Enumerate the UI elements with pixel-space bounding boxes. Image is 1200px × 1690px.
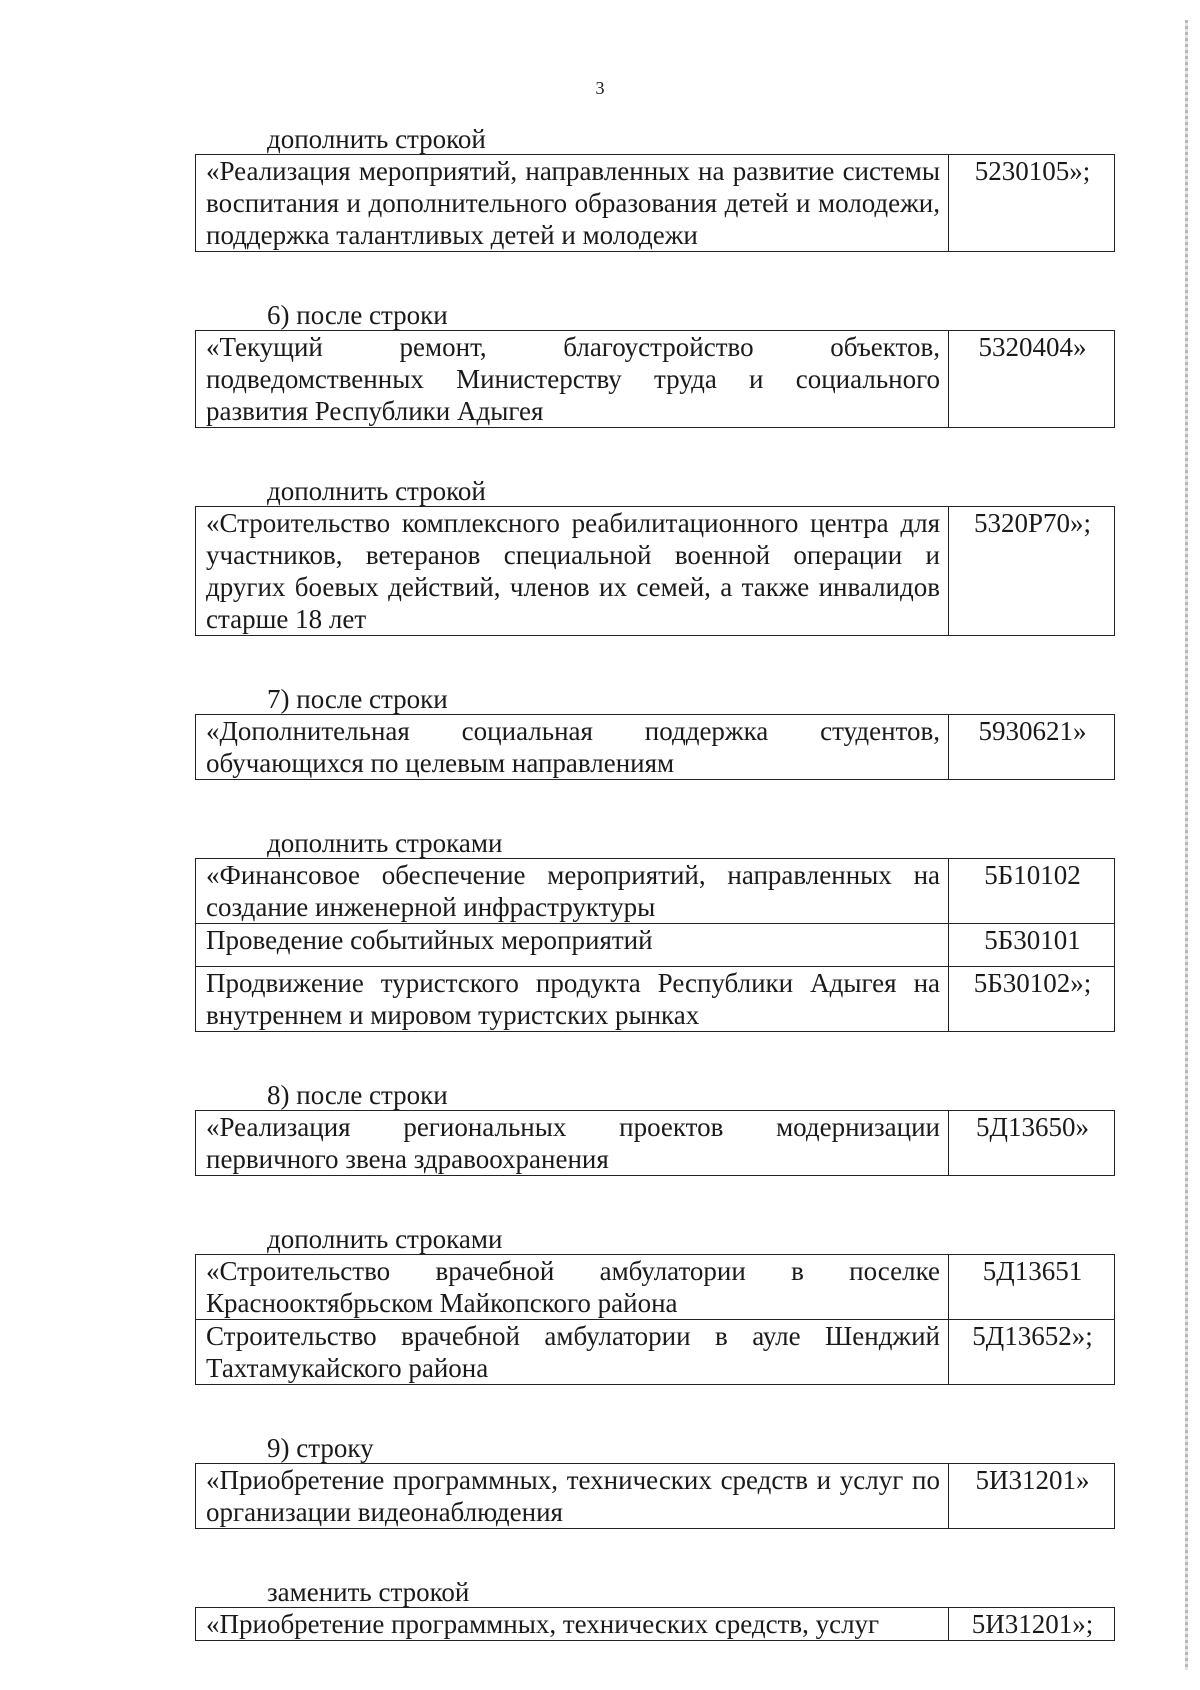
document-body	[195, 124, 1115, 1689]
amendment-block	[195, 828, 1115, 1032]
table-row	[196, 155, 1115, 252]
amendment-block	[195, 300, 1115, 428]
row-description: «Приобретение программных, технических средств и услуг по организации видеонаблюдения	[196, 1464, 949, 1529]
amendment-instruction: 6) после строки	[267, 300, 448, 330]
amendment-block	[195, 124, 1115, 252]
amendment-table	[195, 1607, 1115, 1641]
amendment-instruction: дополнить строками	[267, 1224, 503, 1254]
row-description: «Строительство комплексного реабилитационного центра для участников, ветеранов специальной военной операции и других боевых действий, членов их семей, а также инвалидов старше 18 лет	[196, 507, 949, 636]
row-code: 5320P70»;	[949, 507, 1115, 636]
amendment-block	[195, 684, 1115, 780]
row-code: 5И31201»	[949, 1464, 1115, 1529]
amendment-block	[195, 476, 1115, 636]
amendment-block	[195, 1433, 1115, 1529]
table-row	[196, 1320, 1115, 1385]
row-code: 5Б30101	[949, 924, 1115, 967]
amendment-block	[195, 1080, 1115, 1176]
row-description: «Реализация мероприятий, направленных на развитие системы воспитания и дополнительного образования детей и молодежи, поддержка талантливых детей и молодежи	[196, 155, 949, 252]
table-row	[196, 1464, 1115, 1529]
row-description: «Приобретение программных, технических средств, услуг	[196, 1608, 949, 1641]
row-code: 5Б30102»;	[949, 967, 1115, 1032]
amendment-instruction: заменить строкой	[267, 1577, 470, 1607]
amendment-instruction: дополнить строками	[267, 828, 503, 858]
row-code: 5320404»	[949, 331, 1115, 428]
amendment-block	[195, 1577, 1115, 1641]
table-row	[196, 924, 1115, 967]
table-row	[196, 331, 1115, 428]
amendment-block	[195, 1224, 1115, 1385]
row-description: «Дополнительная социальная поддержка студентов, обучающихся по целевым направлениям	[196, 715, 949, 780]
amendment-instruction: дополнить строкой	[267, 476, 486, 506]
amendment-table	[195, 154, 1115, 252]
row-description: «Строительство врачебной амбулатории в поселке Краснооктябрьском Майкопского района	[196, 1255, 949, 1320]
table-row	[196, 967, 1115, 1032]
amendment-instruction: 7) после строки	[267, 684, 448, 714]
row-code: 5Д13650»	[949, 1111, 1115, 1176]
amendment-table	[195, 858, 1115, 1032]
table-row	[196, 1608, 1115, 1641]
row-description: Проведение событийных мероприятий	[196, 924, 949, 967]
row-description: «Реализация региональных проектов модернизации первичного звена здравоохранения	[196, 1111, 949, 1176]
scan-edge-artifact	[1185, 20, 1188, 1670]
table-row	[196, 1111, 1115, 1176]
row-description: Продвижение туристского продукта Республики Адыгея на внутреннем и мировом туристских рынках	[196, 967, 949, 1032]
amendment-table	[195, 1463, 1115, 1529]
amendment-table	[195, 506, 1115, 636]
page-number: 3	[595, 78, 605, 98]
amendment-table	[195, 1110, 1115, 1176]
row-description: «Финансовое обеспечение мероприятий, направленных на создание инженерной инфраструктуры	[196, 859, 949, 924]
amendment-table	[195, 714, 1115, 780]
row-description: Строительство врачебной амбулатории в ауле Шенджий Тахтамукайского района	[196, 1320, 949, 1385]
table-row	[196, 1255, 1115, 1320]
table-row	[196, 859, 1115, 924]
row-code: 5230105»;	[949, 155, 1115, 252]
row-code: 5Д13651	[949, 1255, 1115, 1320]
table-row	[196, 507, 1115, 636]
row-code: 5930621»	[949, 715, 1115, 780]
amendment-instruction: 9) строку	[267, 1433, 374, 1463]
row-code: 5Б10102	[949, 859, 1115, 924]
amendment-instruction: 8) после строки	[267, 1080, 448, 1110]
amendment-instruction: дополнить строкой	[267, 124, 486, 154]
table-row	[196, 715, 1115, 780]
amendment-table	[195, 1254, 1115, 1385]
row-code: 5Д13652»;	[949, 1320, 1115, 1385]
row-description: «Текущий ремонт, благоустройство объектов, подведомственных Министерству труда и социального развития Республики Адыгея	[196, 331, 949, 428]
row-code: 5И31201»;	[949, 1608, 1115, 1641]
amendment-table	[195, 330, 1115, 428]
